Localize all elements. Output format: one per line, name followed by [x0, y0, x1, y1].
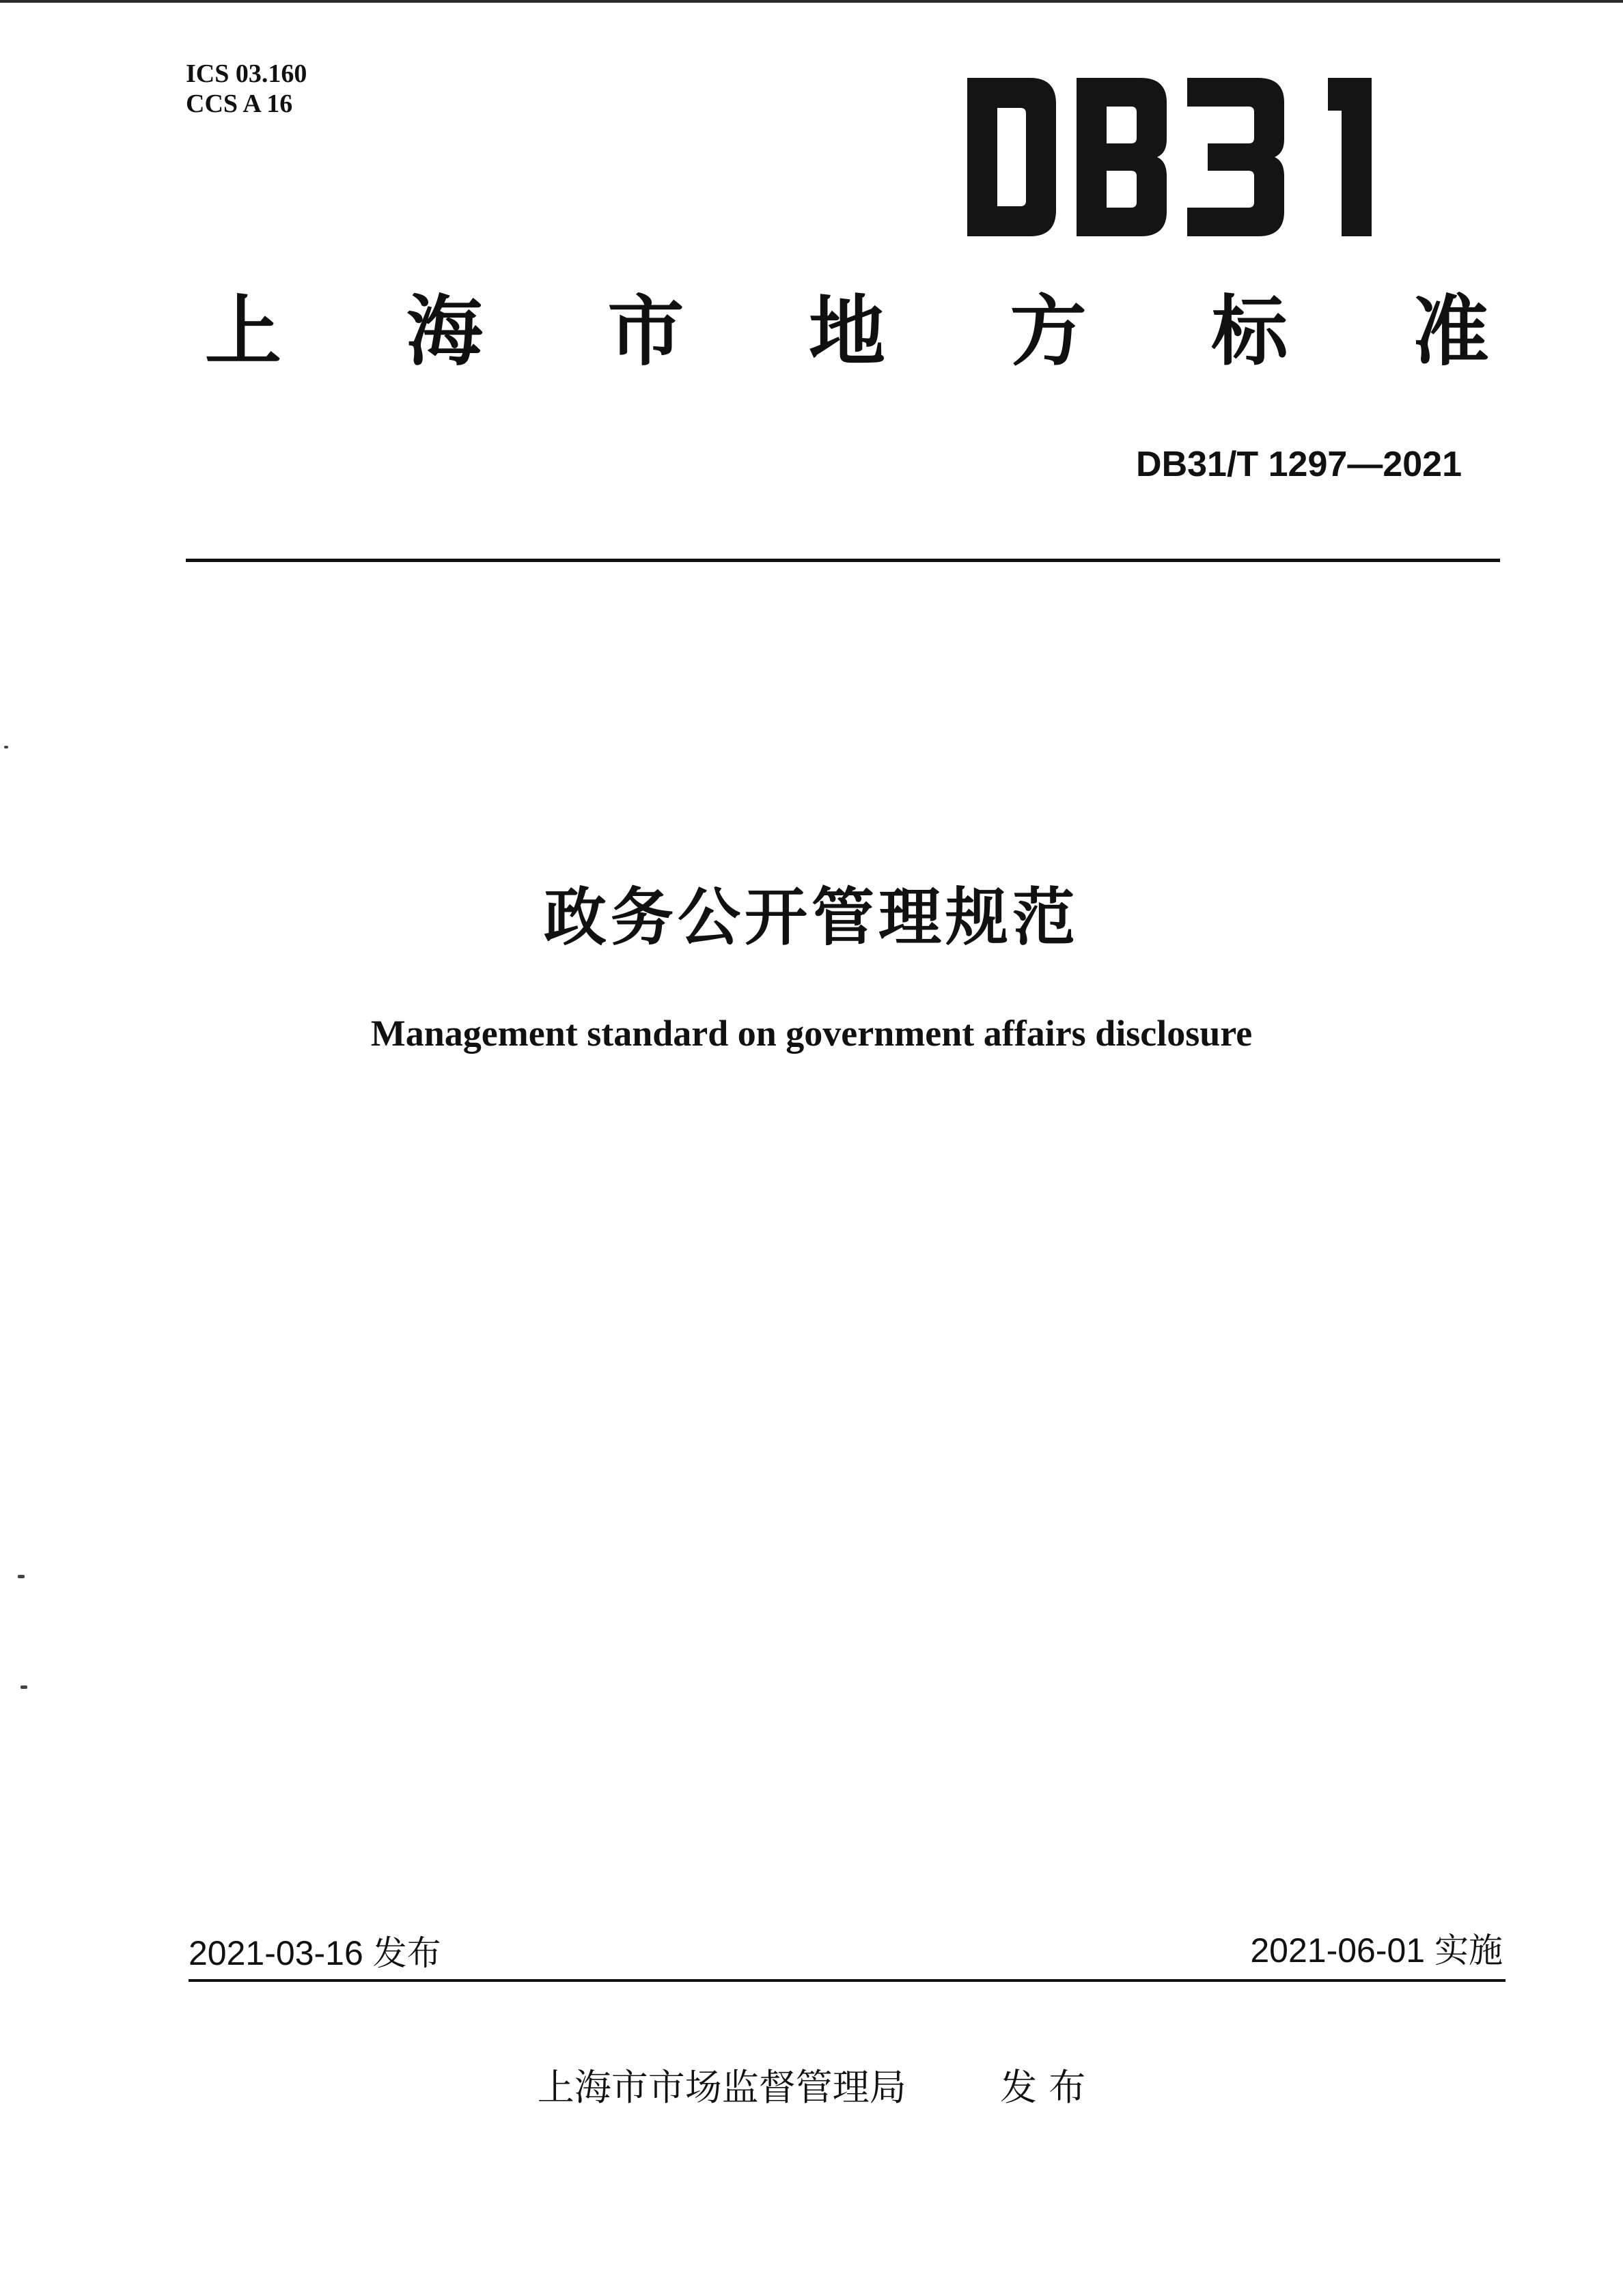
standard-number: DB31/T 1297—2021 — [1136, 445, 1462, 484]
publisher-action: 发 布 — [1000, 2066, 1086, 2109]
implementation-date: 2021-06-01 实施 — [1250, 1931, 1503, 1970]
heading-char: 上 — [205, 288, 281, 376]
footer-divider — [189, 1979, 1506, 1982]
heading-char: 地 — [808, 288, 885, 376]
document-title-en: Management standard on government affairs disclosure — [370, 1013, 1253, 1054]
ccs-code: CCS A 16 — [186, 89, 293, 118]
classification-codes — [186, 59, 307, 119]
issue-date: 2021-03-16 发布 — [189, 1934, 441, 1972]
db31-logo — [962, 74, 1406, 240]
ics-code: ICS 03.160 — [186, 59, 307, 88]
heading-char: 海 — [406, 288, 483, 376]
top-border — [0, 0, 1623, 3]
heading-char: 准 — [1412, 288, 1489, 376]
heading-char: 市 — [607, 288, 684, 376]
scan-speck — [18, 1575, 25, 1578]
standard-type-heading — [205, 284, 1489, 380]
heading-char: 标 — [1211, 288, 1288, 376]
publisher-name: 上海市市场监督管理局 — [537, 2066, 906, 2109]
publisher-line — [0, 2058, 1623, 2111]
scan-speck — [4, 746, 8, 748]
heading-char: 方 — [1010, 288, 1087, 376]
header-divider — [186, 559, 1500, 562]
document-title-cn: 政务公开管理规范 — [543, 881, 1079, 954]
scan-speck — [20, 1685, 27, 1689]
